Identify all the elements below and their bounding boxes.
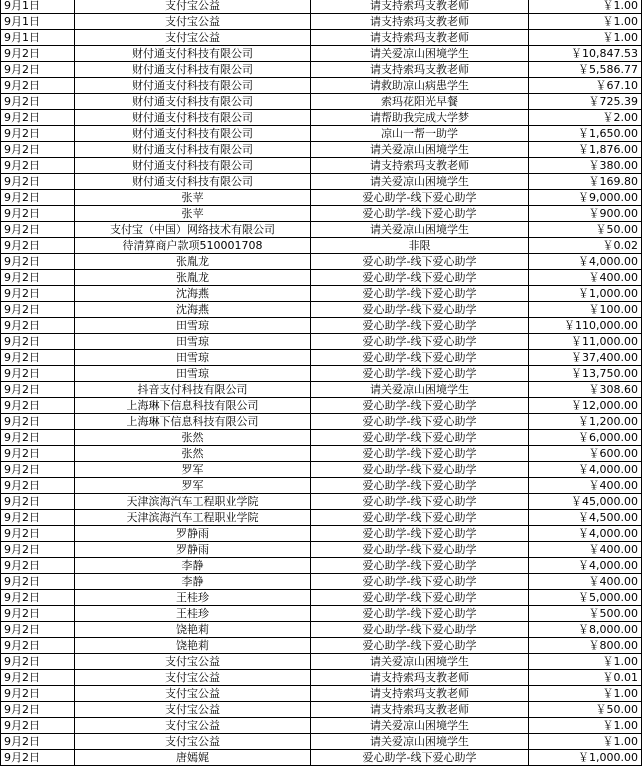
date-cell[interactable]: 9月2日: [1, 414, 75, 430]
date-cell[interactable]: 9月2日: [1, 718, 75, 734]
payer-cell[interactable]: 张苹: [75, 190, 311, 206]
purpose-cell[interactable]: 爱心助学-线下爱心助学: [311, 254, 529, 270]
date-cell[interactable]: 9月2日: [1, 558, 75, 574]
table-row: [1, 494, 642, 510]
amount-cell[interactable]: ￥50.00: [529, 222, 642, 238]
payer-cell[interactable]: 田雪琼: [75, 318, 311, 334]
date-cell[interactable]: 9月2日: [1, 542, 75, 558]
table-row: [1, 238, 642, 254]
date-cell[interactable]: 9月2日: [1, 78, 75, 94]
date-cell[interactable]: 9月2日: [1, 62, 75, 78]
purpose-cell[interactable]: 爱心助学-线下爱心助学: [311, 478, 529, 494]
payer-cell[interactable]: 财付通支付科技有限公司: [75, 174, 311, 190]
payer-cell[interactable]: 李静: [75, 558, 311, 574]
purpose-cell[interactable]: 爱心助学-线下爱心助学: [311, 206, 529, 222]
date-cell[interactable]: 9月2日: [1, 94, 75, 110]
table-row: [1, 558, 642, 574]
date-cell[interactable]: 9月2日: [1, 494, 75, 510]
payer-cell[interactable]: 财付通支付科技有限公司: [75, 110, 311, 126]
table-row: [1, 174, 642, 190]
date-cell[interactable]: 9月2日: [1, 446, 75, 462]
date-cell[interactable]: 9月2日: [1, 622, 75, 638]
purpose-cell[interactable]: 请支持索玛支教老师: [311, 0, 529, 14]
date-cell[interactable]: 9月2日: [1, 366, 75, 382]
payer-cell[interactable]: 支付宝公益: [75, 670, 311, 686]
amount-cell[interactable]: ￥45,000.00: [529, 494, 642, 510]
table-row: [1, 142, 642, 158]
amount-cell[interactable]: ￥4,500.00: [529, 510, 642, 526]
table-row: [1, 382, 642, 398]
table-row: [1, 222, 642, 238]
amount-cell[interactable]: ￥380.00: [529, 158, 642, 174]
purpose-cell[interactable]: 爱心助学-线下爱心助学: [311, 430, 529, 446]
purpose-cell[interactable]: 请关爱凉山困境学生: [311, 718, 529, 734]
amount-cell[interactable]: ￥400.00: [529, 270, 642, 286]
table-row: [1, 654, 642, 670]
purpose-cell[interactable]: 爱心助学-线下爱心助学: [311, 190, 529, 206]
date-cell[interactable]: 9月2日: [1, 654, 75, 670]
payer-cell[interactable]: 罗军: [75, 478, 311, 494]
payer-cell[interactable]: 王桂珍: [75, 590, 311, 606]
payer-cell[interactable]: 饶艳莉: [75, 622, 311, 638]
amount-cell[interactable]: ￥4,000.00: [529, 558, 642, 574]
date-cell[interactable]: 9月1日: [1, 0, 75, 14]
payer-cell[interactable]: 李静: [75, 574, 311, 590]
purpose-cell[interactable]: 爱心助学-线下爱心助学: [311, 318, 529, 334]
purpose-cell[interactable]: 请关爱凉山困境学生: [311, 142, 529, 158]
table-row: [1, 574, 642, 590]
table-row: [1, 110, 642, 126]
payer-cell[interactable]: 抖音支付科技有限公司: [75, 382, 311, 398]
table-row: [1, 478, 642, 494]
purpose-cell[interactable]: 爱心助学-线下爱心助学: [311, 526, 529, 542]
table-row: [1, 190, 642, 206]
amount-cell[interactable]: ￥900.00: [529, 206, 642, 222]
payer-cell[interactable]: 张苹: [75, 206, 311, 222]
payer-cell[interactable]: 财付通支付科技有限公司: [75, 142, 311, 158]
purpose-cell[interactable]: 爱心助学-线下爱心助学: [311, 350, 529, 366]
purpose-cell[interactable]: 爱心助学-线下爱心助学: [311, 302, 529, 318]
payer-cell[interactable]: 财付通支付科技有限公司: [75, 62, 311, 78]
purpose-cell[interactable]: 爱心助学-线下爱心助学: [311, 638, 529, 654]
date-cell[interactable]: 9月2日: [1, 430, 75, 446]
table-row: [1, 366, 642, 382]
payer-cell[interactable]: 支付宝公益: [75, 14, 311, 30]
purpose-cell[interactable]: 爱心助学-线下爱心助学: [311, 334, 529, 350]
amount-cell[interactable]: ￥100.00: [529, 302, 642, 318]
purpose-cell[interactable]: 请支持索玛支教老师: [311, 686, 529, 702]
date-cell[interactable]: 9月2日: [1, 750, 75, 766]
table-row: [1, 334, 642, 350]
purpose-cell[interactable]: 请支持索玛支教老师: [311, 158, 529, 174]
purpose-cell[interactable]: 请关爱凉山困境学生: [311, 46, 529, 62]
amount-cell[interactable]: ￥9,000.00: [529, 190, 642, 206]
table-row: [1, 606, 642, 622]
table-row: [1, 0, 642, 14]
date-cell[interactable]: 9月2日: [1, 318, 75, 334]
payer-cell[interactable]: 支付宝公益: [75, 0, 311, 14]
table-row: [1, 702, 642, 718]
purpose-cell[interactable]: 爱心助学-线下爱心助学: [311, 414, 529, 430]
amount-cell[interactable]: ￥1.00: [529, 718, 642, 734]
payer-cell[interactable]: 待清算商户款项510001708: [75, 238, 311, 254]
amount-cell[interactable]: ￥1.00: [529, 30, 642, 46]
date-cell[interactable]: 9月2日: [1, 334, 75, 350]
amount-cell[interactable]: ￥67.10: [529, 78, 642, 94]
amount-cell[interactable]: ￥308.60: [529, 382, 642, 398]
amount-cell[interactable]: ￥0.01: [529, 670, 642, 686]
payer-cell[interactable]: 财付通支付科技有限公司: [75, 126, 311, 142]
date-cell[interactable]: 9月2日: [1, 702, 75, 718]
purpose-cell[interactable]: 爱心助学-线下爱心助学: [311, 622, 529, 638]
table-row: [1, 526, 642, 542]
amount-cell[interactable]: ￥5,000.00: [529, 590, 642, 606]
amount-cell[interactable]: ￥11,000.00: [529, 334, 642, 350]
purpose-cell[interactable]: 爱心助学-线下爱心助学: [311, 750, 529, 766]
amount-cell[interactable]: ￥1.00: [529, 734, 642, 750]
table-row: [1, 30, 642, 46]
date-cell[interactable]: 9月2日: [1, 158, 75, 174]
purpose-cell[interactable]: 爱心助学-线下爱心助学: [311, 494, 529, 510]
purpose-cell[interactable]: 爱心助学-线下爱心助学: [311, 270, 529, 286]
payer-cell[interactable]: 沈海燕: [75, 302, 311, 318]
amount-cell[interactable]: ￥400.00: [529, 478, 642, 494]
amount-cell[interactable]: ￥800.00: [529, 638, 642, 654]
payer-cell[interactable]: 田雪琼: [75, 350, 311, 366]
purpose-cell[interactable]: 爱心助学-线下爱心助学: [311, 366, 529, 382]
amount-cell[interactable]: ￥1,000.00: [529, 750, 642, 766]
date-cell[interactable]: 9月2日: [1, 206, 75, 222]
table-row: [1, 126, 642, 142]
table-row: [1, 446, 642, 462]
table-row: [1, 590, 642, 606]
payer-cell[interactable]: 罗静雨: [75, 542, 311, 558]
date-cell[interactable]: 9月2日: [1, 190, 75, 206]
purpose-cell[interactable]: 请关爱凉山困境学生: [311, 174, 529, 190]
date-cell[interactable]: 9月2日: [1, 238, 75, 254]
date-cell[interactable]: 9月2日: [1, 270, 75, 286]
purpose-cell[interactable]: 请救助凉山病患学生: [311, 78, 529, 94]
payer-cell[interactable]: 罗静雨: [75, 526, 311, 542]
donation-table-body: [1, 0, 642, 766]
table-row: [1, 686, 642, 702]
payer-cell[interactable]: 上海琳下信息科技有限公司: [75, 414, 311, 430]
purpose-cell[interactable]: 爱心助学-线下爱心助学: [311, 286, 529, 302]
purpose-cell[interactable]: 请关爱凉山困境学生: [311, 734, 529, 750]
payer-cell[interactable]: 支付宝公益: [75, 718, 311, 734]
amount-cell[interactable]: ￥1.00: [529, 686, 642, 702]
purpose-cell[interactable]: 请关爱凉山困境学生: [311, 654, 529, 670]
amount-cell[interactable]: ￥500.00: [529, 606, 642, 622]
payer-cell[interactable]: 沈海燕: [75, 286, 311, 302]
table-row: [1, 398, 642, 414]
purpose-cell[interactable]: 请支持索玛支教老师: [311, 14, 529, 30]
table-row: [1, 158, 642, 174]
amount-cell[interactable]: ￥10,847.53: [529, 46, 642, 62]
payer-cell[interactable]: 王桂珍: [75, 606, 311, 622]
date-cell[interactable]: 9月2日: [1, 686, 75, 702]
payer-cell[interactable]: 张胤龙: [75, 254, 311, 270]
date-cell[interactable]: 9月2日: [1, 734, 75, 750]
amount-cell[interactable]: ￥1.00: [529, 14, 642, 30]
purpose-cell[interactable]: 非限: [311, 238, 529, 254]
purpose-cell[interactable]: 请支持索玛支教老师: [311, 30, 529, 46]
payer-cell[interactable]: 支付宝公益: [75, 654, 311, 670]
purpose-cell[interactable]: 爱心助学-线下爱心助学: [311, 590, 529, 606]
amount-cell[interactable]: ￥1,200.00: [529, 414, 642, 430]
table-row: [1, 430, 642, 446]
purpose-cell[interactable]: 请关爱凉山困境学生: [311, 382, 529, 398]
date-cell[interactable]: 9月2日: [1, 142, 75, 158]
date-cell[interactable]: 9月2日: [1, 590, 75, 606]
amount-cell[interactable]: ￥400.00: [529, 574, 642, 590]
table-row: [1, 302, 642, 318]
purpose-cell[interactable]: 爱心助学-线下爱心助学: [311, 558, 529, 574]
amount-cell[interactable]: ￥1.00: [529, 0, 642, 14]
payer-cell[interactable]: 饶艳莉: [75, 638, 311, 654]
amount-cell[interactable]: ￥50.00: [529, 702, 642, 718]
amount-cell[interactable]: ￥600.00: [529, 446, 642, 462]
amount-cell[interactable]: ￥4,000.00: [529, 254, 642, 270]
table-row: [1, 94, 642, 110]
payer-cell[interactable]: 罗军: [75, 462, 311, 478]
payer-cell[interactable]: 支付宝公益: [75, 30, 311, 46]
amount-cell[interactable]: ￥110,000.00: [529, 318, 642, 334]
payer-cell[interactable]: 支付宝公益: [75, 702, 311, 718]
date-cell[interactable]: 9月2日: [1, 222, 75, 238]
payer-cell[interactable]: 天津滨海汽车工程职业学院: [75, 494, 311, 510]
amount-cell[interactable]: ￥1,000.00: [529, 286, 642, 302]
table-row: [1, 510, 642, 526]
amount-cell[interactable]: ￥5,586.77: [529, 62, 642, 78]
table-row: [1, 462, 642, 478]
amount-cell[interactable]: ￥4,000.00: [529, 462, 642, 478]
amount-cell[interactable]: ￥12,000.00: [529, 398, 642, 414]
table-row: [1, 350, 642, 366]
amount-cell[interactable]: ￥400.00: [529, 542, 642, 558]
amount-cell[interactable]: ￥0.02: [529, 238, 642, 254]
amount-cell[interactable]: ￥37,400.00: [529, 350, 642, 366]
payer-cell[interactable]: 财付通支付科技有限公司: [75, 158, 311, 174]
purpose-cell[interactable]: 请支持索玛支教老师: [311, 670, 529, 686]
amount-cell[interactable]: ￥8,000.00: [529, 622, 642, 638]
table-row: [1, 62, 642, 78]
table-row: [1, 622, 642, 638]
payer-cell[interactable]: 张胤龙: [75, 270, 311, 286]
table-row: [1, 318, 642, 334]
amount-cell[interactable]: ￥1,650.00: [529, 126, 642, 142]
purpose-cell[interactable]: 爱心助学-线下爱心助学: [311, 606, 529, 622]
table-row: [1, 718, 642, 734]
date-cell[interactable]: 9月2日: [1, 350, 75, 366]
table-row: [1, 670, 642, 686]
date-cell[interactable]: 9月2日: [1, 574, 75, 590]
date-cell[interactable]: 9月2日: [1, 526, 75, 542]
purpose-cell[interactable]: 索玛花阳光早餐: [311, 94, 529, 110]
date-cell[interactable]: 9月2日: [1, 398, 75, 414]
table-row: [1, 286, 642, 302]
payer-cell[interactable]: 支付宝公益: [75, 686, 311, 702]
date-cell[interactable]: 9月2日: [1, 254, 75, 270]
payer-cell[interactable]: 财付通支付科技有限公司: [75, 78, 311, 94]
payer-cell[interactable]: 田雪琼: [75, 366, 311, 382]
table-row: [1, 254, 642, 270]
amount-cell[interactable]: ￥1,876.00: [529, 142, 642, 158]
payer-cell[interactable]: 财付通支付科技有限公司: [75, 94, 311, 110]
purpose-cell[interactable]: 爱心助学-线下爱心助学: [311, 446, 529, 462]
table-row: [1, 270, 642, 286]
amount-cell[interactable]: ￥4,000.00: [529, 526, 642, 542]
date-cell[interactable]: 9月2日: [1, 110, 75, 126]
purpose-cell[interactable]: 爱心助学-线下爱心助学: [311, 398, 529, 414]
purpose-cell[interactable]: 爱心助学-线下爱心助学: [311, 510, 529, 526]
date-cell[interactable]: 9月2日: [1, 510, 75, 526]
purpose-cell[interactable]: 爱心助学-线下爱心助学: [311, 462, 529, 478]
payer-cell[interactable]: 唐嫣娓: [75, 750, 311, 766]
date-cell[interactable]: 9月2日: [1, 174, 75, 190]
date-cell[interactable]: 9月2日: [1, 462, 75, 478]
table-row: [1, 206, 642, 222]
payer-cell[interactable]: 天津滨海汽车工程职业学院: [75, 510, 311, 526]
payer-cell[interactable]: 上海琳下信息科技有限公司: [75, 398, 311, 414]
purpose-cell[interactable]: 请帮助我完成大学梦: [311, 110, 529, 126]
amount-cell[interactable]: ￥725.39: [529, 94, 642, 110]
purpose-cell[interactable]: 爱心助学-线下爱心助学: [311, 542, 529, 558]
payer-cell[interactable]: 张然: [75, 430, 311, 446]
date-cell[interactable]: 9月2日: [1, 126, 75, 142]
payer-cell[interactable]: 财付通支付科技有限公司: [75, 46, 311, 62]
table-row: [1, 414, 642, 430]
purpose-cell[interactable]: 凉山一帮一助学: [311, 126, 529, 142]
payer-cell[interactable]: 支付宝（中国）网络技术有限公司: [75, 222, 311, 238]
table-row: [1, 542, 642, 558]
date-cell[interactable]: 9月2日: [1, 638, 75, 654]
amount-cell[interactable]: ￥169.80: [529, 174, 642, 190]
purpose-cell[interactable]: 爱心助学-线下爱心助学: [311, 574, 529, 590]
amount-cell[interactable]: ￥1.00: [529, 654, 642, 670]
purpose-cell[interactable]: 请关爱凉山困境学生: [311, 222, 529, 238]
purpose-cell[interactable]: 请支持索玛支教老师: [311, 702, 529, 718]
table-row: [1, 78, 642, 94]
date-cell[interactable]: 9月2日: [1, 302, 75, 318]
table-row: [1, 734, 642, 750]
date-cell[interactable]: 9月2日: [1, 46, 75, 62]
table-row: [1, 750, 642, 766]
purpose-cell[interactable]: 请支持索玛支教老师: [311, 62, 529, 78]
amount-cell[interactable]: ￥6,000.00: [529, 430, 642, 446]
table-row: [1, 14, 642, 30]
payer-cell[interactable]: 田雪琼: [75, 334, 311, 350]
table-row: [1, 638, 642, 654]
date-cell[interactable]: 9月2日: [1, 382, 75, 398]
amount-cell[interactable]: ￥2.00: [529, 110, 642, 126]
amount-cell[interactable]: ￥13,750.00: [529, 366, 642, 382]
date-cell[interactable]: 9月1日: [1, 30, 75, 46]
payer-cell[interactable]: 张然: [75, 446, 311, 462]
date-cell[interactable]: 9月2日: [1, 606, 75, 622]
date-cell[interactable]: 9月2日: [1, 670, 75, 686]
date-cell[interactable]: 9月2日: [1, 478, 75, 494]
table-row: [1, 46, 642, 62]
date-cell[interactable]: 9月2日: [1, 286, 75, 302]
date-cell[interactable]: 9月1日: [1, 14, 75, 30]
payer-cell[interactable]: 支付宝公益: [75, 734, 311, 750]
